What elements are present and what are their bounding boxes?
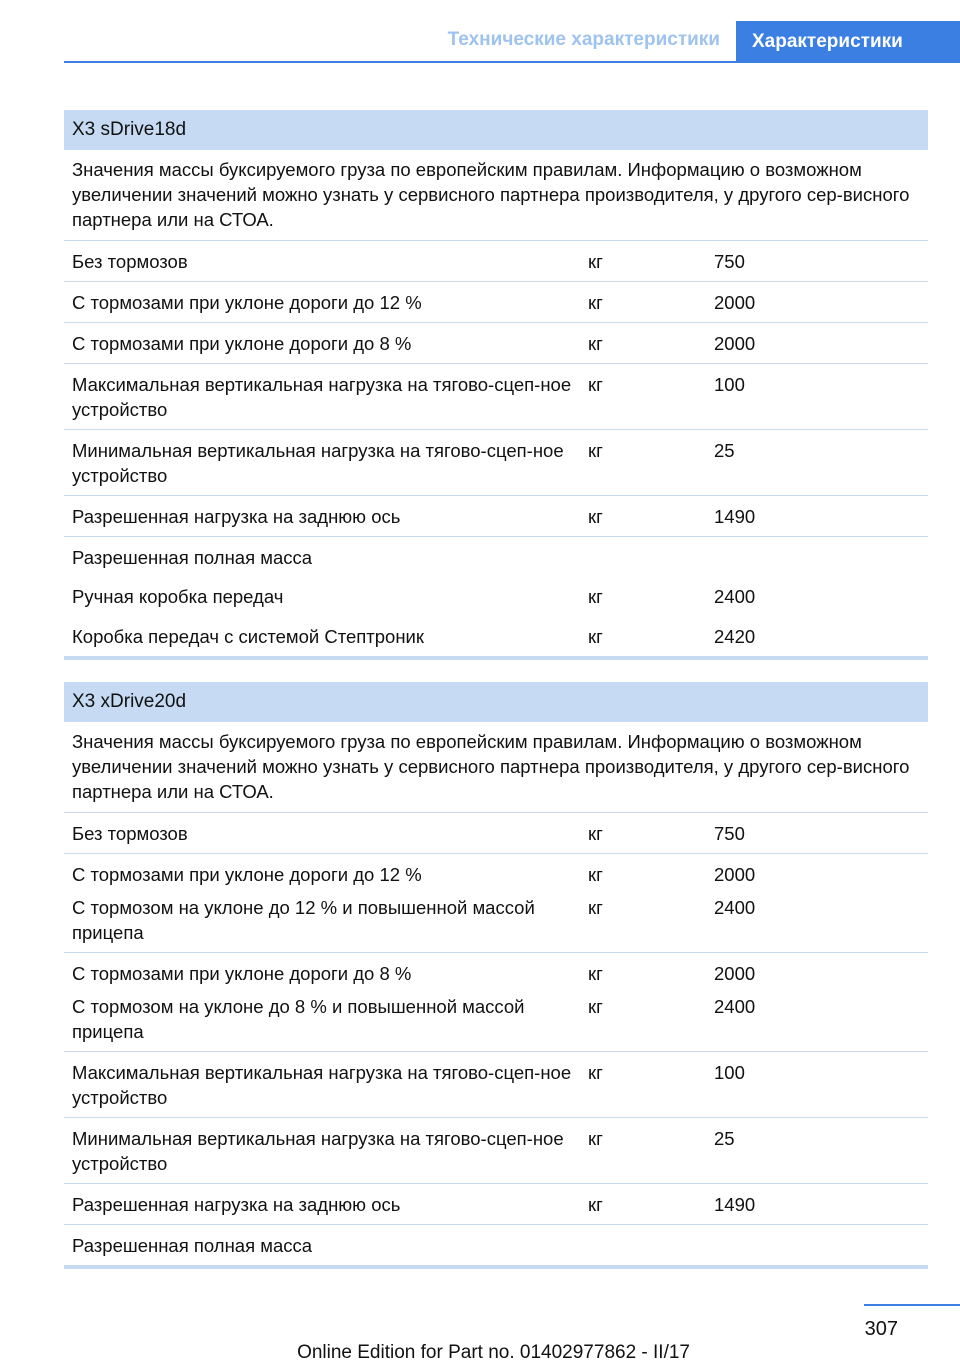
row-label: Минимальная вертикальная нагрузка на тягово-сцеп-ное устройство [72, 1128, 564, 1174]
row-value: 100 [714, 1062, 745, 1083]
table-title: X3 xDrive20d [64, 682, 928, 722]
table-title: X3 sDrive18d [64, 110, 928, 150]
table-row [64, 1118, 928, 1184]
table-row [64, 953, 928, 986]
row-value: 1490 [714, 1194, 756, 1215]
row-value: 2000 [714, 963, 756, 984]
row-value: 25 [714, 1128, 735, 1149]
row-label: С тормозами при уклоне дороги до 12 % [72, 864, 422, 885]
row-unit [588, 537, 714, 570]
table-row [64, 986, 928, 1052]
table-intro: Значения массы буксируемого груза по европейским правилам. Информацию о возможном увеличении значений можно узнать у сервисного партнера производителя, у другого сер-висного партнера или на СТОА. [64, 150, 928, 241]
row-unit: кг [588, 1062, 603, 1083]
footer-rule [864, 1304, 960, 1306]
row-label: Разрешенная нагрузка на заднюю ось [72, 1194, 401, 1215]
row-label: Максимальная вертикальная нагрузка на тягово-сцеп-ное устройство [72, 1062, 572, 1108]
row-label: Коробка передач с системой Стептроник [72, 626, 424, 647]
row-value: 2000 [714, 864, 756, 885]
row-label: С тормозами при уклоне дороги до 8 % [72, 963, 412, 984]
row-unit: кг [588, 251, 603, 272]
row-label: С тормозами при уклоне дороги до 8 % [72, 333, 412, 354]
table-row [64, 537, 928, 570]
row-unit: кг [588, 1128, 603, 1149]
row-label: Ручная коробка передач [72, 586, 284, 607]
row-label: Максимальная вертикальная нагрузка на тягово-сцеп-ное устройство [72, 374, 572, 420]
table-intro: Значения массы буксируемого груза по европейским правилам. Информацию о возможном увеличении значений можно узнать у сервисного партнера производителя, у другого сер-висного партнера или на СТОА. [64, 722, 928, 813]
row-value: 2000 [714, 292, 756, 313]
towing-table-sdrive18d [64, 110, 928, 660]
row-label: С тормозами при уклоне дороги до 12 % [72, 292, 422, 313]
row-label: Без тормозов [72, 251, 188, 272]
table-row [64, 496, 928, 537]
table-row [64, 241, 928, 282]
header-chapter-tab: Характеристики [736, 21, 960, 63]
row-label: Минимальная вертикальная нагрузка на тягово-сцеп-ное устройство [72, 440, 564, 486]
row-unit: кг [588, 292, 603, 313]
table-row [64, 570, 928, 616]
table-row [64, 364, 928, 430]
towing-table-xdrive20d [64, 682, 928, 1269]
row-value [714, 1225, 928, 1265]
row-value [714, 537, 928, 570]
row-value: 2400 [714, 586, 756, 607]
row-unit: кг [588, 996, 603, 1017]
header-section-title: Технические характеристики [447, 29, 720, 50]
row-value: 1490 [714, 506, 756, 527]
row-unit [588, 1225, 714, 1265]
row-unit: кг [588, 333, 603, 354]
row-label: Без тормозов [72, 823, 188, 844]
table-row [64, 1225, 928, 1265]
row-value: 2420 [714, 626, 756, 647]
page-number: 307 [864, 1318, 898, 1340]
row-value: 750 [714, 251, 745, 272]
row-label: Разрешенная нагрузка на заднюю ось [72, 506, 401, 527]
row-unit: кг [588, 864, 603, 885]
row-label: Разрешенная полная масса [72, 547, 313, 568]
row-label: С тормозом на уклоне до 8 % и повышенной массой прицепа [72, 996, 525, 1042]
row-unit: кг [588, 626, 603, 647]
table-row [64, 1184, 928, 1225]
edition-note: Online Edition for Part no. 01402977862 - II/17 [297, 1342, 690, 1363]
table-row [64, 282, 928, 323]
table-row [64, 887, 928, 953]
row-value: 2400 [714, 996, 756, 1017]
row-value: 2000 [714, 333, 756, 354]
row-unit: кг [588, 374, 603, 395]
table-end-bar [64, 656, 928, 660]
row-unit: кг [588, 823, 603, 844]
row-label: Разрешенная полная масса [72, 1235, 313, 1256]
table-row [64, 323, 928, 364]
row-label: С тормозом на уклоне до 12 % и повышенной массой прицепа [72, 897, 535, 943]
table-end-bar [64, 1265, 928, 1269]
row-unit: кг [588, 1194, 603, 1215]
row-unit: кг [588, 506, 603, 527]
row-unit: кг [588, 897, 603, 918]
row-unit: кг [588, 440, 603, 461]
table-row [64, 430, 928, 496]
row-value: 25 [714, 440, 735, 461]
table-row [64, 616, 928, 656]
row-value: 2400 [714, 897, 756, 918]
table-row [64, 813, 928, 854]
table-row [64, 854, 928, 887]
row-value: 750 [714, 823, 745, 844]
row-value: 100 [714, 374, 745, 395]
row-unit: кг [588, 586, 603, 607]
row-unit: кг [588, 963, 603, 984]
table-row [64, 1052, 928, 1118]
